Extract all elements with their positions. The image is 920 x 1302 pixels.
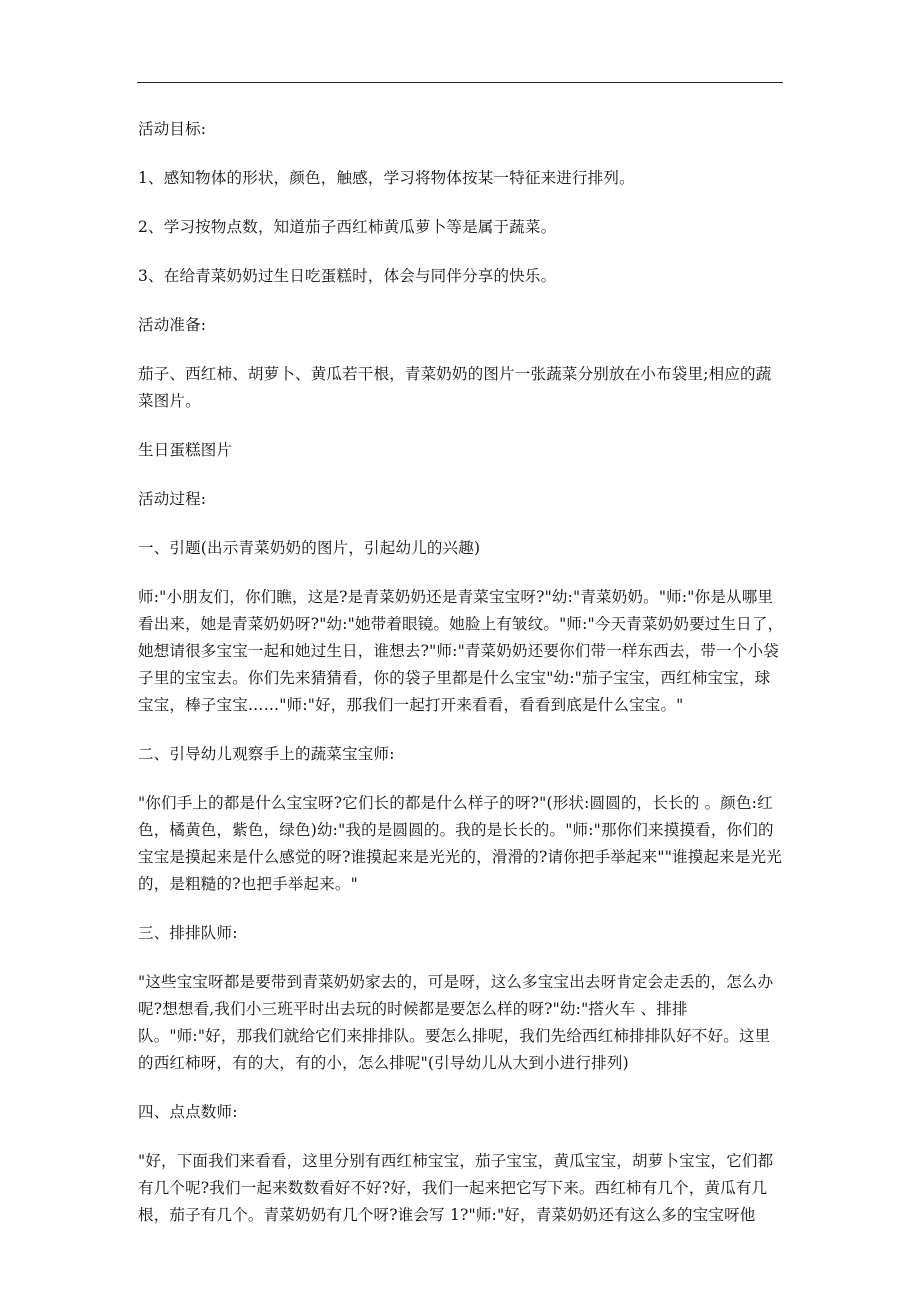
- section-2-dialogue: "你们手上的都是什么宝宝呀?它们长的都是什么样子的呀?"(形状:圆圆的，长长的 。颜色:红色，橘黄色，紫色，绿色)幼:"我的是圆圆的。我的是长长的。"师:"那你们来摸摸看，你们的宝宝是摸起来是什么感觉的呀?谁摸起来是光光的，滑滑的?请你把手举起来""谁摸起来是光光的，是粗糙的?也把手举起来。": [138, 794, 782, 893]
- preparation-materials: 茄子、西红柿、胡萝卜、黄瓜若干根，青菜奶奶的图片一张蔬菜分别放在小布袋里;相应的蔬菜图片。: [138, 365, 772, 410]
- section-4-heading: 四、点点数师:: [138, 1103, 238, 1121]
- section-1-dialogue: 师:"小朋友们，你们瞧，这是?是青菜奶奶还是青菜宝宝呀?"幼:"青菜奶奶。"师:"你是从哪里看出来，她是青菜奶奶呀?"幼:"她带着眼镜。她脸上有皱纹。"师:"今天青菜奶奶要过生日了，她想请很多宝宝一起和她过生日，谁想去?"师:"青菜奶奶还要你们带一样东西去，带一个小袋子里的宝宝去。你们先来猜猜看，你的袋子里都是什么宝宝"幼:"茄子宝宝，西红柿宝宝，球宝宝，棒子宝宝……"师:"好，那我们一起打开来看看，看看到底是什么宝宝。": [138, 588, 784, 714]
- goal-item-2: 2、学习按物点数，知道茄子西红柿黄瓜萝卜等是属于蔬菜。: [138, 218, 557, 236]
- heading-activity-process: 活动过程:: [138, 490, 207, 508]
- heading-activity-goals: 活动目标:: [138, 120, 207, 138]
- section-2-heading: 二、引导幼儿观察手上的蔬菜宝宝师:: [138, 745, 395, 763]
- document-body: [138, 116, 786, 1251]
- section-1-heading: 一、引题(出示青菜奶奶的图片，引起幼儿的兴趣): [138, 539, 481, 557]
- section-3-heading: 三、排排队师:: [138, 924, 238, 942]
- section-4-dialogue: "好，下面我们来看看，这里分别有西红柿宝宝，茄子宝宝，黄瓜宝宝，胡萝卜宝宝，它们都有几个呢?我们一起来数数看好不好?好，我们一起来把它写下来。西红柿有几个，黄瓜有几根，茄子有几个。青菜奶奶有几个呀?谁会写 1?"师:"好，青菜奶奶还有这么多的宝宝呀他: [138, 1152, 774, 1224]
- heading-activity-preparation: 活动准备:: [138, 316, 207, 334]
- goal-item-3: 3、在给青菜奶奶过生日吃蛋糕时，体会与同伴分享的快乐。: [138, 267, 557, 285]
- section-3-dialogue: "这些宝宝呀都是要带到青菜奶奶家去的，可是呀，这么多宝宝出去呀肯定会走丢的，怎么办呢?想想看,我们小三班平时出去玩的时候都是要怎么样的呀?"幼:"搭火车 、排排队。"师:"好，那我们就给它们来排排队。要怎么排呢，我们先给西红柿排排队好不好。这里的西红柿呀，有的大，有的小，怎么排呢"(引导幼儿从大到小进行排列): [138, 973, 774, 1072]
- goal-item-1: 1、感知物体的形状，颜色，触感，学习将物体按某一特征来进行排列。: [138, 169, 635, 187]
- header-rule: [137, 82, 783, 83]
- preparation-cake-picture: 生日蛋糕图片: [138, 441, 233, 459]
